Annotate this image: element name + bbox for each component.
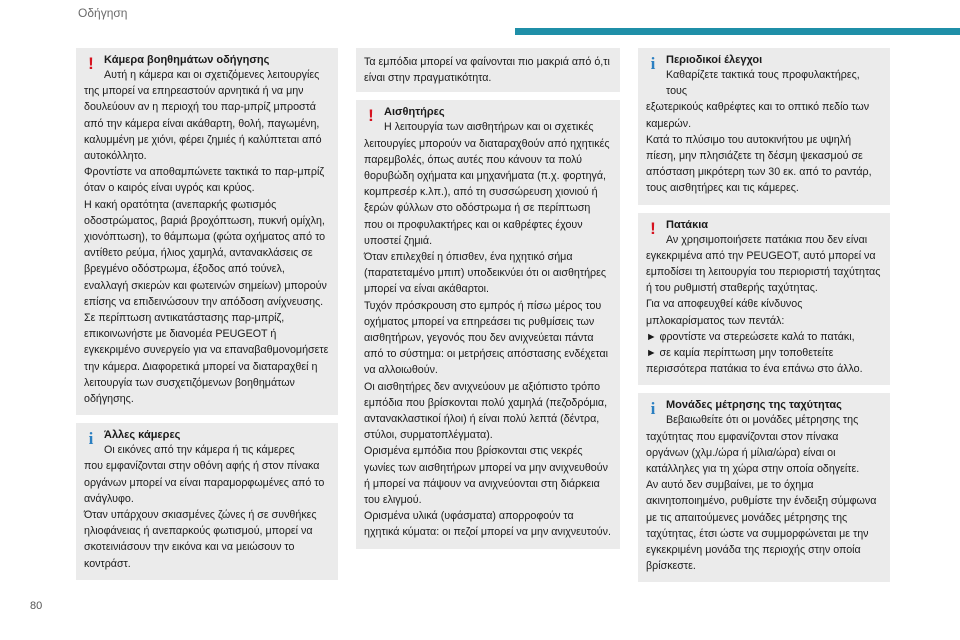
notice-other-cameras [76,423,338,580]
notice-title: Κάμερα βοηθημάτων οδήγησης [104,54,270,66]
notice-paragraph: Οι αισθητήρες δεν ανιχνεύουν με αξιόπιστο τρόπο εμπόδια που βρίσκονται πολύ χαμηλά (πεζοδρόμια, αντανακλαστικοί ήλοι) ή είναι πολύ λεπτά (δέντρα, στύλοι, συρματοπλέγματα). [364,380,608,442]
notice-paragraph: της μπορεί να επηρεαστούν αρνητικά ή να μην δουλεύουν αν η περιοχή του παρ-μπρίζ μπροστά από την κάμερα είναι ακάθαρτη, θολή, παγωμένη, καλυμμένη με χιόνι, φέρει ζημιές ή καλύπτεται από αυτοκόλλητο. [84,85,322,163]
notice-first-line: Αυτή η κάμερα και οι σχετιζόμενες λειτουργίες [104,69,320,81]
notice-sensors [356,100,620,548]
notice-camera-driving-aids [76,48,338,415]
notice-first-line: Καθαρίζετε τακτικά τους προφυλακτήρες, τους [666,69,860,98]
page-number: 80 [30,600,43,612]
notice-paragraph: ταχύτητας που εμφανίζονται στον πίνακα οργάνων (χλμ./ώρα ή μίλια/ώρα) είναι οι κατάλληλες για τη χώρα στην οποία οδηγείτε. [646,430,860,476]
notice-paragraph: Η κακή ορατότητα (ανεπαρκής φωτισμός οδοστρώματος, βαριά βροχόπτωση, πυκνή ομίχλη, χιονόπτωση), το θάμπωμα (φώτα οχήματος από το αντίθετο ρεύμα, ήλιος χαμηλά, αντανακλάσεις σε βρεγμένο οδόστρωμα, έξοδος από τούνελ, εναλλαγή σκιερών και φωτεινών σημείων) μπορούν επίσης να επιδεινώσουν την απόδοση ανίχνευσης. [84,198,327,308]
notice-title: Πατάκια [666,218,709,231]
notice-paragraph: Σε περίπτωση αντικατάστασης παρ-μπρίζ, επικοινωνήστε με διανομέα PEUGEOT ή εγκεκριμένο συνεργείο για να επαναβαθμονομήσετε την κάμερα. Διαφορετικά μπορεί να διαταραχθεί η λειτουργία των συσχετιζόμενων βοηθημάτων οδήγησης. [84,312,329,406]
notice-periodic-checks [638,48,890,205]
column-middle [356,48,620,549]
notice-first-line: Η λειτουργία των αισθητήρων και οι σχετικές [384,121,594,134]
info-icon: i [650,54,656,73]
notice-paragraph: Τα εμπόδια μπορεί να φαίνονται πιο μακριά από ό,τι είναι στην πραγματικότητα. [364,56,610,85]
notice-paragraph: λειτουργίες μπορούν να διαταραχθούν από ηχητικές παρεμβολές, όπως αυτές που κάνουν τα πολύ θορυβώδη οχήματα και μηχανήματα (π.χ. φορτηγά, κομπρεσέρ κ.λπ.), από τη συσσώρευση χιονιού ή ξερών φύλλων στο οδόστρωμα ή σε περίπτωση που οι προφυλακτήρες και οι καθρέφτες έχουν υποστεί ζημιά. [364,137,610,247]
notice-title: Άλλες κάμερες [104,429,181,442]
notice-paragraph: Τυχόν πρόσκρουση στο εμπρός ή πίσω μέρος του οχήματος μπορεί να επηρεάσει τις ρυθμίσεις των αισθητήρων, γεγονός που δεν ανιχνεύεται πάντα από το σύστημα: οι μετρήσεις απόστασης ενδέχεται να αλλοιωθούν. [364,299,609,377]
notice-paragraph: Ορισμένα εμπόδια που βρίσκονται στις νεκρές γωνίες των αισθητήρων μπορεί να μην ανιχνευθούν ή μπορεί να πάψουν να ανιχνεύονται στη διάρκεια του ελιγμού. [364,445,608,507]
notice-paragraph: Ορισμένα υλικά (υφάσματα) απορροφούν τα ηχητικά κύματα: οι πεζοί μπορεί να μην ανιχνευτούν. [364,510,611,539]
notice-paragraph: Όταν επιλεχθεί η όπισθεν, ένα ηχητικό σήμα (παρατεταμένο μπιπ) υποδεικνύει ότι οι αισθητήρες μπορεί να είναι ακάθαρτοι. [364,251,607,296]
page-header-title: Οδήγηση [78,6,128,20]
notice-paragraph: που εμφανίζονται στην οθόνη αφής ή στον πίνακα οργάνων μπορεί να είναι παραμορφωμένες από το ανάγλυφο. [84,460,325,505]
header-accent-bar [515,28,960,35]
notice-paragraph: Για να αποφευχθεί κάθε κίνδυνος μπλοκαρίσματος των πεντάλ: [646,298,803,327]
notice-title: Μονάδες μέτρησης της ταχύτητας [666,399,842,412]
column-right [638,48,890,582]
notice-title: Αισθητήρες [384,106,445,119]
notice-speed-units [638,393,890,582]
notice-paragraph: Αν αυτό δεν συμβαίνει, με το όχημα ακινητοποιημένο, ρυθμίστε την ένδειξη σύμφωνα με τις απαιτούμενες μονάδες μέτρησης της ταχύτητας, έτσι ώστε να συμμορφώνεται με την εγκεκριμένη μονάδα της περιοχής στην οποία βρίσκεστε. [646,479,877,573]
bullet-item: ► φροντίστε να στερεώσετε καλά το πατάκι, [646,330,855,343]
notice-paragraph: Φροντίστε να αποθαμπώνετε τακτικά το παρ-μπρίζ όταν ο καιρός είναι υγρός και κρύος. [84,166,325,195]
bullet-item: ► σε καμία περίπτωση μην τοποθετείτε περισσότερα πατάκια το ένα επάνω στο άλλο. [646,347,863,376]
notice-first-line: Βεβαιωθείτε ότι οι μονάδες μέτρησης της [666,414,859,427]
notice-paragraph: Όταν υπάρχουν σκιασμένες ζώνες ή σε συνθήκες ηλιοφάνειας ή ανεπαρκούς φωτισμού, μπορεί να σκοτεινιάσουν την εικόνα και να μειώσουν το κοντράστ. [84,509,317,570]
info-icon: i [650,399,656,419]
notice-continuation [356,48,620,92]
warning-icon: ! [88,54,94,73]
warning-icon: ! [650,218,656,238]
column-left [76,48,338,580]
notice-paragraph: Κατά το πλύσιμο του αυτοκινήτου με υψηλή πίεση, μην πλησιάζετε τη δέσμη ψεκασμού σε απόσταση μικρότερη των 30 εκ. από το ραντάρ, τους αισθητήρες και τις κάμερες. [646,133,872,195]
notice-floor-mats [638,213,890,386]
notice-paragraph: εγκεκριμένα από την PEUGEOT, αυτό μπορεί να εμποδίσει τη λειτουργία του περιοριστή ταχύτητας ή του ρυθμιστή σταθερής ταχύτητας. [646,249,881,295]
info-icon: i [88,429,94,449]
notice-paragraph: εξωτερικούς καθρέφτες και το οπτικό πεδίο των καμερών. [646,101,870,130]
notice-first-line: Οι εικόνες από την κάμερα ή τις κάμερες [104,444,295,457]
warning-icon: ! [368,106,374,126]
notice-title: Περιοδικοί έλεγχοι [666,54,763,66]
notice-first-line: Αν χρησιμοποιήσετε πατάκια που δεν είναι [666,233,868,246]
